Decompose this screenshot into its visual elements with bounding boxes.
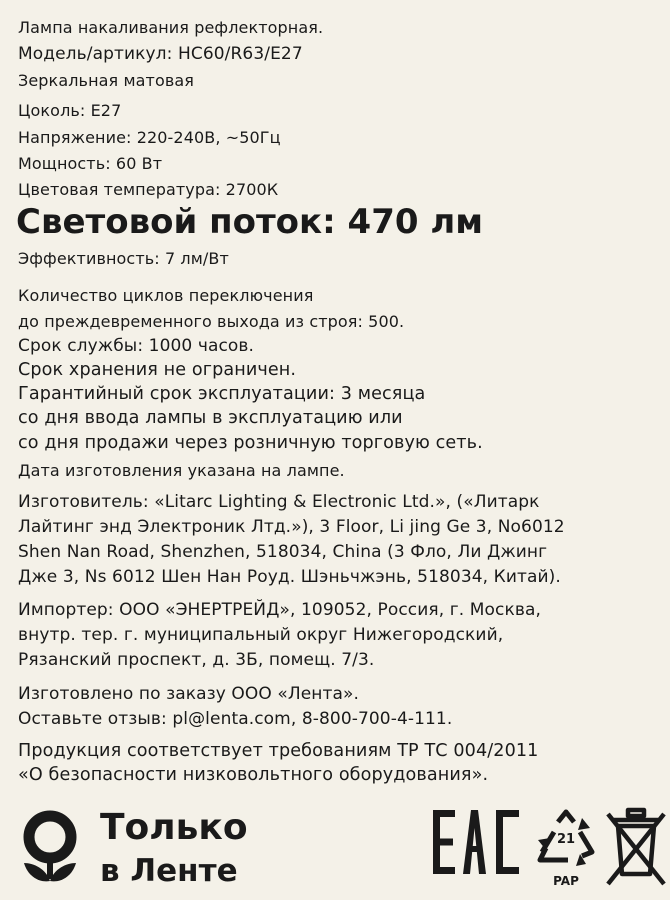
- base-line: Цоколь: E27: [18, 101, 122, 120]
- recycle-number: 21: [556, 832, 576, 847]
- manufacture-date-line: Дата изготовления указана на лампе.: [18, 461, 345, 480]
- manufacturer-line-3: Shen Nan Road, Shenzhen, 518034, China (3 Фло, Ли Джинг: [18, 542, 548, 562]
- switch-cycles-line-2: до преждевременного выхода из строя: 500.: [18, 312, 405, 331]
- color-temp-line: Цветовая температура: 2700К: [18, 180, 279, 199]
- ordered-by-line: Изготовлено по заказу ООО «Лента».: [18, 684, 360, 704]
- eac-mark-icon: [433, 810, 519, 874]
- compliance-line-1: Продукция соответствует требованиям ТР ТС 004/2011: [18, 741, 539, 761]
- finish-line: Зеркальная матовая: [18, 71, 195, 90]
- warranty-line-1: Гарантийный срок эксплуатации: 3 месяца: [18, 384, 426, 404]
- power-line: Мощность: 60 Вт: [18, 154, 163, 173]
- manufacturer-line-1: Изготовитель: «Litarc Lighting & Electronic Ltd.», («Литарк: [18, 492, 540, 512]
- recycle-code: PAP: [553, 874, 579, 888]
- lenta-flower-logo-icon: [18, 807, 82, 887]
- luminous-flux-heading: Световой поток: 470 лм: [16, 202, 484, 242]
- efficiency-line: Эффективность: 7 лм/Вт: [18, 249, 229, 268]
- manufacturer-line-2: Лайтинг энд Электроник Лтд.»), 3 Floor, Li jing Ge 3, No6012: [18, 517, 565, 537]
- feedback-line: Оставьте отзыв: pl@lenta.com, 8-800-700-4-111.: [18, 709, 453, 729]
- compliance-line-2: «О безопасности низковольтного оборудования».: [18, 765, 489, 785]
- recycle-mark: [532, 808, 600, 890]
- importer-line-3: Рязанский проспект, д. 3Б, помещ. 7/3.: [18, 650, 375, 670]
- voltage-line: Напряжение: 220-240В, ~50Гц: [18, 128, 281, 147]
- importer-line-2: внутр. тер. г. муниципальный округ Нижегородский,: [18, 625, 504, 645]
- crossed-bin-icon: [606, 806, 666, 888]
- storage-line: Срок хранения не ограничен.: [18, 360, 297, 380]
- product-title: Лампа накаливания рефлекторная.: [18, 18, 324, 37]
- warranty-line-3: со дня продажи через розничную торговую сеть.: [18, 433, 483, 453]
- logo-line-1: Только: [100, 807, 248, 848]
- lenta-logo: [18, 805, 318, 895]
- service-life-line: Срок службы: 1000 часов.: [18, 336, 255, 356]
- importer-line-1: Импортер: ООО «ЭНЕРТРЕЙД», 109052, Россия, г. Москва,: [18, 600, 542, 620]
- warranty-line-2: со дня ввода лампы в эксплуатацию или: [18, 408, 403, 428]
- logo-line-2: в Ленте: [100, 853, 238, 889]
- manufacturer-line-4: Дже 3, Ns 6012 Шен Нан Роуд. Шэньчжэнь, 518034, Китай).: [18, 567, 561, 587]
- model-line: Модель/артикул: HC60/R63/E27: [18, 44, 303, 64]
- switch-cycles-line-1: Количество циклов переключения: [18, 286, 314, 305]
